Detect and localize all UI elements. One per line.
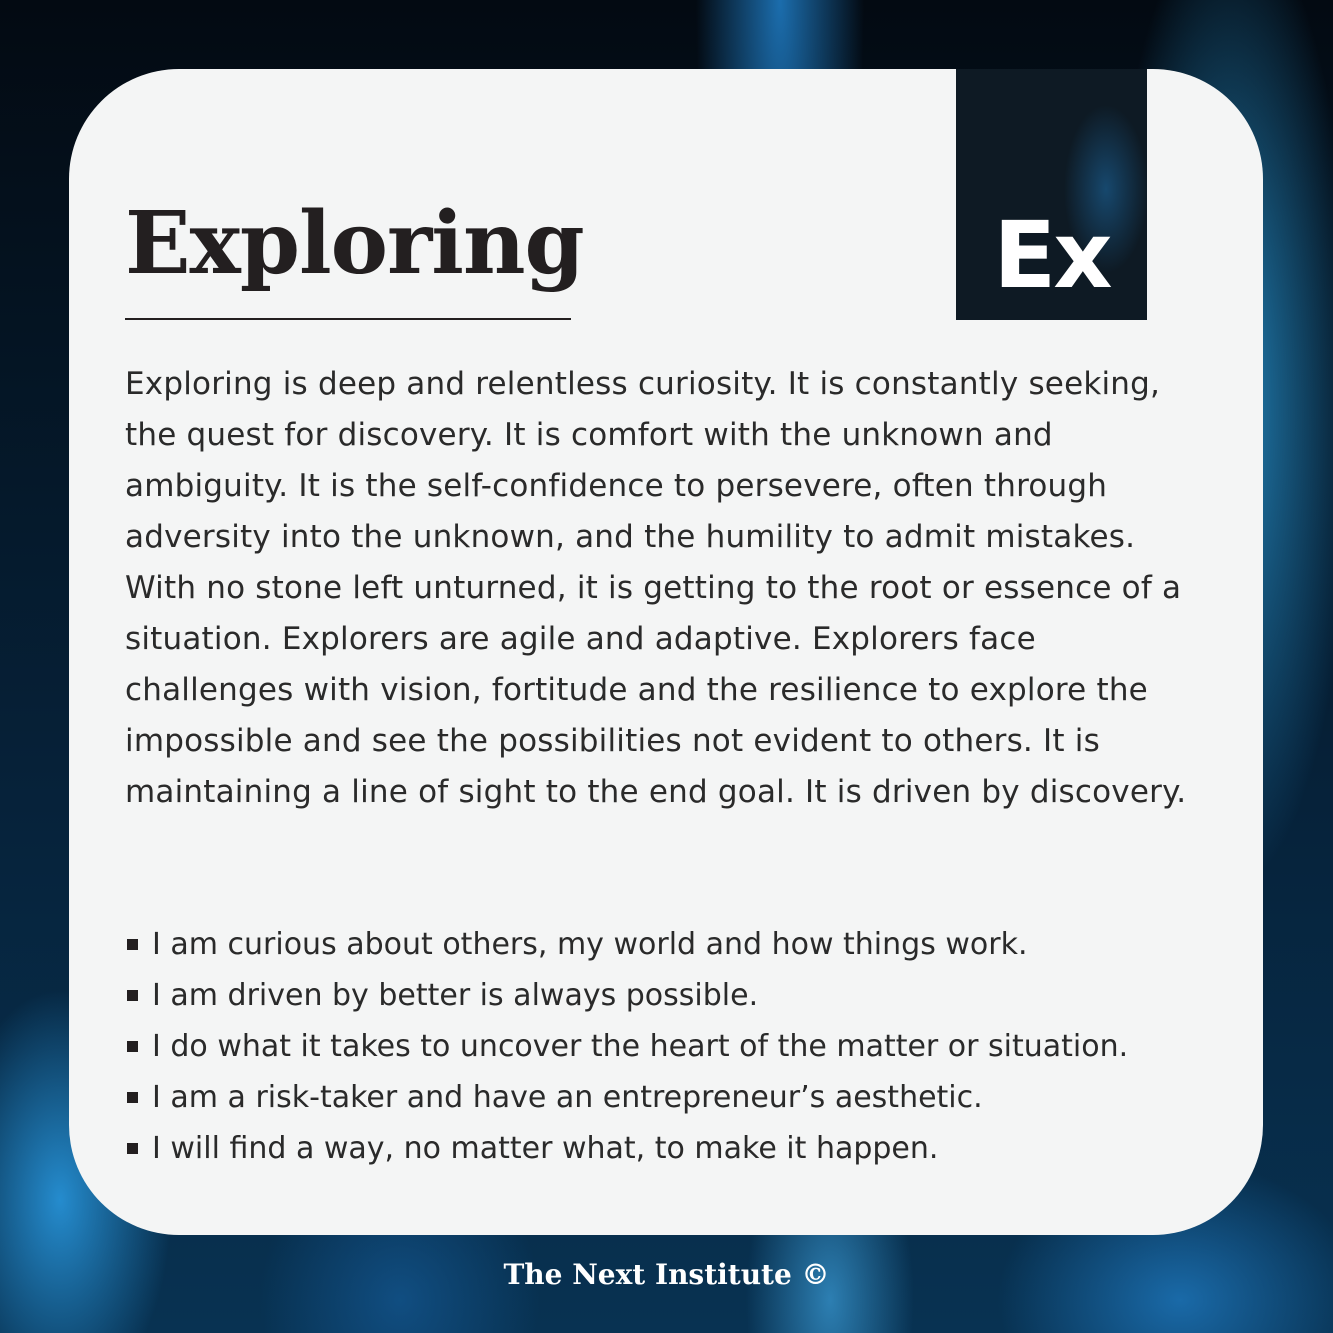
square-bullet-icon — [127, 990, 138, 1001]
bullet-text: I am driven by better is always possible. — [152, 978, 759, 1013]
badge-label: Ex — [993, 202, 1110, 309]
bullet-text: I am curious about others, my world and how things work. — [152, 927, 1028, 962]
square-bullet-icon — [127, 1041, 138, 1052]
bullet-item — [125, 970, 1215, 1021]
badge — [956, 69, 1147, 320]
bullet-text: I will find a way, no matter what, to make it happen. — [152, 1131, 939, 1166]
square-bullet-icon — [127, 1143, 138, 1154]
bullet-text: I am a risk-taker and have an entrepreneur’s aesthetic. — [152, 1080, 983, 1115]
square-bullet-icon — [127, 939, 138, 950]
bullet-text: I do what it takes to uncover the heart of the matter or situation. — [152, 1029, 1129, 1064]
card — [69, 69, 1263, 1235]
card-description: Exploring is deep and relentless curiosity. It is constantly seeking, the quest for discovery. It is comfort with the unknown and ambiguity. It is the self-confidence to persevere, often through adversity into the unknown, and the humility to admit mistakes. With no stone left unturned, it is getting to the root or essence of a situation. Explorers are agile and adaptive. Explorers face challenges with vision, fortitude and the resilience to explore the impossible and see the possibilities not evident to others. It is maintaining a line of sight to the end goal. It is driven by discovery. — [125, 366, 1187, 810]
bullet-item — [125, 1021, 1215, 1072]
bullet-item — [125, 1072, 1215, 1123]
bullet-item — [125, 1123, 1215, 1174]
title-underline — [125, 318, 571, 320]
footer-credit: The Next Institute © — [503, 1258, 830, 1291]
bullet-item — [125, 919, 1215, 970]
card-title: Exploring — [125, 193, 584, 294]
bullet-list — [125, 919, 1215, 1174]
square-bullet-icon — [127, 1092, 138, 1103]
